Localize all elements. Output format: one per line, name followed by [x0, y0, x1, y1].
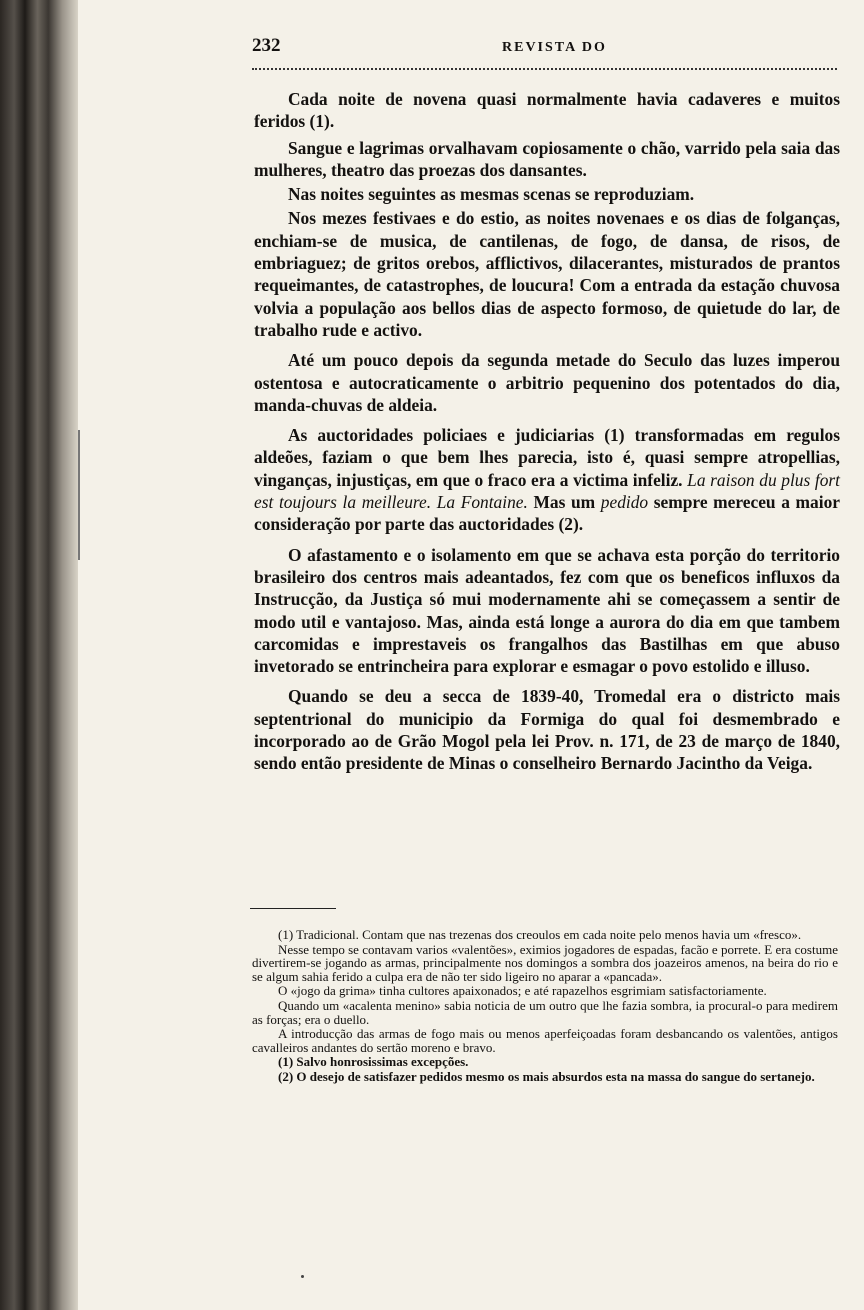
paragraph-3: Nas noites seguintes as mesmas scenas se reproduziam. [288, 184, 695, 205]
footnote: O «jogo da grima» tinha cultores apaixonados; e até rapazelhos esgrimiam satisfactoriamente. [278, 983, 767, 999]
footnotes [252, 928, 838, 1085]
footnote-rule [250, 908, 336, 909]
footnote: Quando um «acalenta menino» sabia noticia de um outro que lhe fazia sombra, ia procural-o para medirem as forças; era o duello. [252, 997, 838, 1027]
paragraph-1: Cada noite de novena quasi normalmente havia cadaveres e muitos feridos (1). [254, 89, 840, 132]
page-crease [78, 430, 80, 560]
paper-speck [301, 1275, 304, 1278]
pedido-italic: pedido [600, 492, 649, 513]
paragraph-8: Quando se deu a secca de 1839-40, Tromedal era o districto mais septentrional do municipio da Formiga do qual foi desmembrado e incorporado ao de Grão Mogol pela lei Prov. n. 171, de 23 de março de 1840, sendo então presidente de Minas o conselheiro Bernardo Jacintho da Veiga. [254, 686, 840, 774]
running-title: REVISTA DO [502, 40, 607, 55]
paragraph-7: O afastamento e o isolamento em que se achava esta porção do territorio brasileiro dos centros mais adeantados, fez com que os beneficos influxos da Instrucção, da Justiça só mui modernamente ahi se começassem a sentir de modo util e vantajoso. Mas, ainda está longe a aurora do dia em que tambem carcomidas e imprestaveis os frangalhos das Bastilhas em que abuso invetorado se entrincheira para explorar e esmagar o povo estolido e illuso. [254, 544, 840, 677]
book-binding-shadow [0, 0, 78, 1310]
paragraph-6 [254, 424, 840, 535]
page-header [252, 30, 837, 72]
footnote: Nesse tempo se contavam varios «valentões», eximios jogadores de espadas, facão e porrete. E era costume divertirem-se jogando as armas, principalmente nos domingos a sombra dos joazeiros amenos, na beira do rio e se algum sahia ferido a culpa era de não ter sido ligeiro no aparar a «pancada». [252, 941, 838, 984]
paragraph-6-text: sempre mereceu a maior consideração por parte das auctoridades (2). [254, 492, 840, 535]
footnote: (1) Salvo honrosissimas excepções. [278, 1054, 469, 1070]
footnote: (1) Tradicional. Contam que nas trezenas dos creoulos em cada noite pelo menos havia um «fresco». [278, 927, 802, 942]
lafontaine-quote: La raison du plus fort est toujours la meilleure. La Fontaine. [254, 469, 841, 513]
main-text [254, 88, 840, 783]
header-rule [252, 68, 837, 70]
page-number: 232 [252, 35, 281, 56]
paragraph-2: Sangue e lagrimas orvalhavam copiosamente o chão, varrido pela saia das mulheres, theatro das proezas dos dansantes. [254, 137, 840, 180]
paragraph-6-text: Mas um [527, 492, 601, 513]
footnote: (2) O desejo de satisfazer pedidos mesmo os mais absurdos esta na massa do sangue do sertanejo. [278, 1068, 815, 1084]
paragraph-5: Até um pouco depois da segunda metade do Seculo das luzes imperou ostentosa e autocraticamente o arbitrio pequenino dos potentados do dia, manda-chuvas de aldeia. [254, 350, 840, 415]
paragraph-6-text: As auctoridades policiaes e judiciarias (1) transformadas em regulos aldeões, faziam o que bem lhes parecia, isto é, quasi sempre atropellias, vinganças, injustiças, em que o fraco era a victima infeliz. [254, 425, 840, 490]
footnote: A introducção das armas de fogo mais ou menos aperfeiçoadas foram desbancando os valentões, antigos cavalleiros andantes do sertão moreno e bravo. [252, 1026, 838, 1055]
paragraph-4: Nos mezes festivaes e do estio, as noites novenaes e os dias de folganças, enchiam-se de musica, de cantilenas, de fogo, de dansa, de risos, de embriaguez; de gritos orebos, afflictivos, dilacerantes, misturados de prantos requeimantes, de catastrophes, de loucura! Com a entrada da estação chuvosa volvia a população aos bellos dias de aspecto formoso, de quietude do lar, de trabalho rude e activo. [254, 208, 840, 340]
